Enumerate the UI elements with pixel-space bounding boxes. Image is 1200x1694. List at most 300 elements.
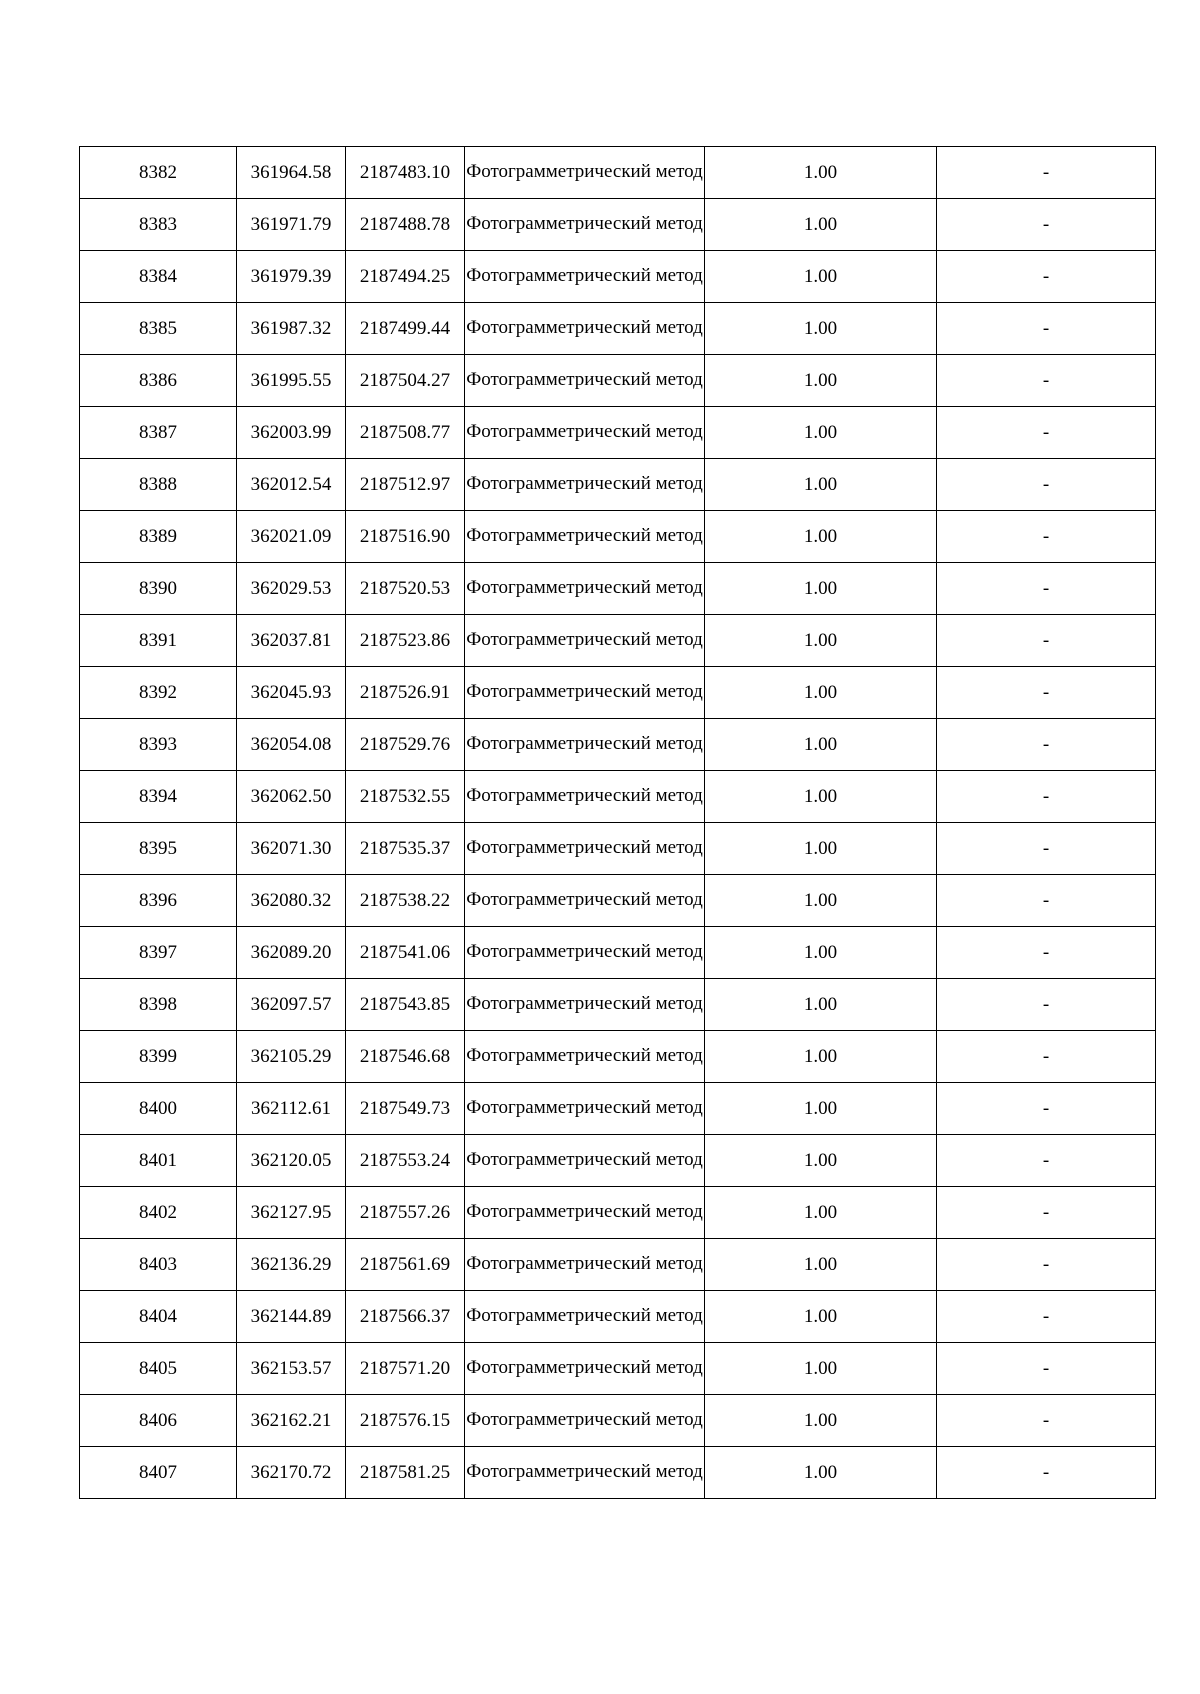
x-coordinate-cell	[237, 1343, 346, 1395]
method-cell	[465, 823, 705, 875]
x-coordinate: 362062.50	[250, 785, 332, 807]
note-cell	[937, 355, 1156, 407]
x-coordinate: 362021.09	[250, 525, 332, 547]
table-row	[80, 511, 1156, 563]
y-coordinate-cell	[346, 875, 465, 927]
y-coordinate-cell	[346, 1135, 465, 1187]
accuracy: 1.00	[803, 577, 838, 599]
note-cell	[937, 1291, 1156, 1343]
point-number: 8384	[139, 265, 177, 287]
table-row	[80, 979, 1156, 1031]
table-row	[80, 875, 1156, 927]
method: Фотограмметрический метод	[466, 1201, 703, 1222]
x-coordinate-cell	[237, 927, 346, 979]
table-row	[80, 1135, 1156, 1187]
table-row	[80, 667, 1156, 719]
accuracy: 1.00	[803, 421, 838, 443]
x-coordinate-cell	[237, 1239, 346, 1291]
coordinates-table	[79, 146, 1156, 1499]
note: -	[1042, 369, 1050, 391]
y-coordinate: 2187576.15	[359, 1409, 451, 1431]
note: -	[1042, 421, 1050, 443]
note-cell	[937, 719, 1156, 771]
method: Фотограмметрический метод	[466, 889, 703, 910]
note-cell	[937, 667, 1156, 719]
method: Фотограмметрический метод	[466, 1253, 703, 1274]
method: Фотограмметрический метод	[466, 1357, 703, 1378]
x-coordinate: 361987.32	[250, 317, 332, 339]
y-coordinate: 2187566.37	[359, 1305, 451, 1327]
method-cell	[465, 251, 705, 303]
x-coordinate: 362144.89	[250, 1305, 332, 1327]
method-cell	[465, 303, 705, 355]
method-cell	[465, 927, 705, 979]
note: -	[1042, 473, 1050, 495]
accuracy: 1.00	[803, 1045, 838, 1067]
accuracy-cell	[705, 251, 937, 303]
note: -	[1042, 161, 1050, 183]
note-cell	[937, 1343, 1156, 1395]
y-coordinate: 2187523.86	[359, 629, 451, 651]
accuracy: 1.00	[803, 1097, 838, 1119]
point-number-cell	[80, 459, 237, 511]
accuracy-cell	[705, 407, 937, 459]
x-coordinate: 362080.32	[250, 889, 332, 911]
point-number: 8390	[139, 577, 177, 599]
point-number: 8399	[139, 1045, 177, 1067]
x-coordinate: 362071.30	[250, 837, 332, 859]
coordinates-table-body	[80, 147, 1156, 1499]
accuracy-cell	[705, 1291, 937, 1343]
y-coordinate-cell	[346, 355, 465, 407]
y-coordinate-cell	[346, 251, 465, 303]
note: -	[1042, 317, 1050, 339]
table-row	[80, 1291, 1156, 1343]
point-number: 8400	[139, 1097, 177, 1119]
x-coordinate: 362037.81	[250, 629, 332, 651]
note: -	[1042, 1461, 1050, 1483]
note-cell	[937, 823, 1156, 875]
point-number-cell	[80, 1239, 237, 1291]
method: Фотограмметрический метод	[466, 941, 703, 962]
accuracy-cell	[705, 1187, 937, 1239]
accuracy-cell	[705, 1447, 937, 1499]
point-number-cell	[80, 199, 237, 251]
method: Фотограмметрический метод	[466, 1409, 703, 1430]
accuracy: 1.00	[803, 993, 838, 1015]
y-coordinate: 2187526.91	[359, 681, 451, 703]
y-coordinate: 2187571.20	[359, 1357, 451, 1379]
x-coordinate-cell	[237, 1083, 346, 1135]
note: -	[1042, 993, 1050, 1015]
y-coordinate: 2187553.24	[359, 1149, 451, 1171]
point-number-cell	[80, 407, 237, 459]
method: Фотограмметрический метод	[466, 265, 703, 286]
accuracy: 1.00	[803, 1201, 838, 1223]
x-coordinate-cell	[237, 771, 346, 823]
note-cell	[937, 1239, 1156, 1291]
x-coordinate-cell	[237, 1447, 346, 1499]
x-coordinate: 361971.79	[250, 213, 332, 235]
accuracy-cell	[705, 771, 937, 823]
method: Фотограмметрический метод	[466, 473, 703, 494]
note-cell	[937, 1447, 1156, 1499]
method-cell	[465, 1395, 705, 1447]
y-coordinate-cell	[346, 667, 465, 719]
x-coordinate-cell	[237, 251, 346, 303]
note: -	[1042, 1305, 1050, 1327]
point-number-cell	[80, 303, 237, 355]
y-coordinate-cell	[346, 1343, 465, 1395]
y-coordinate-cell	[346, 1187, 465, 1239]
note: -	[1042, 213, 1050, 235]
accuracy-cell	[705, 615, 937, 667]
table-row	[80, 771, 1156, 823]
method-cell	[465, 1343, 705, 1395]
point-number-cell	[80, 1395, 237, 1447]
table-row	[80, 199, 1156, 251]
point-number-cell	[80, 355, 237, 407]
point-number: 8393	[139, 733, 177, 755]
y-coordinate-cell	[346, 927, 465, 979]
point-number-cell	[80, 1083, 237, 1135]
accuracy: 1.00	[803, 733, 838, 755]
accuracy-cell	[705, 355, 937, 407]
method-cell	[465, 563, 705, 615]
note: -	[1042, 1357, 1050, 1379]
point-number: 8392	[139, 681, 177, 703]
x-coordinate: 362153.57	[250, 1357, 332, 1379]
method-cell	[465, 459, 705, 511]
point-number: 8396	[139, 889, 177, 911]
point-number-cell	[80, 615, 237, 667]
method-cell	[465, 147, 705, 199]
y-coordinate-cell	[346, 771, 465, 823]
point-number: 8387	[139, 421, 177, 443]
point-number-cell	[80, 719, 237, 771]
x-coordinate-cell	[237, 667, 346, 719]
x-coordinate: 362112.61	[250, 1097, 332, 1119]
method-cell	[465, 667, 705, 719]
table-row	[80, 1447, 1156, 1499]
note: -	[1042, 681, 1050, 703]
x-coordinate: 362012.54	[250, 473, 332, 495]
note: -	[1042, 1253, 1050, 1275]
method: Фотограмметрический метод	[466, 421, 703, 442]
point-number: 8383	[139, 213, 177, 235]
point-number: 8382	[139, 161, 177, 183]
accuracy: 1.00	[803, 889, 838, 911]
point-number: 8385	[139, 317, 177, 339]
note-cell	[937, 1187, 1156, 1239]
note-cell	[937, 1083, 1156, 1135]
point-number-cell	[80, 979, 237, 1031]
method: Фотограмметрический метод	[466, 577, 703, 598]
x-coordinate-cell	[237, 875, 346, 927]
accuracy-cell	[705, 1083, 937, 1135]
method-cell	[465, 1031, 705, 1083]
method-cell	[465, 875, 705, 927]
x-coordinate: 362045.93	[250, 681, 332, 703]
note-cell	[937, 563, 1156, 615]
table-row	[80, 459, 1156, 511]
y-coordinate-cell	[346, 823, 465, 875]
x-coordinate: 362127.95	[250, 1201, 332, 1223]
method: Фотограмметрический метод	[466, 785, 703, 806]
accuracy-cell	[705, 563, 937, 615]
note: -	[1042, 733, 1050, 755]
point-number-cell	[80, 251, 237, 303]
note: -	[1042, 1201, 1050, 1223]
x-coordinate-cell	[237, 199, 346, 251]
table-row	[80, 823, 1156, 875]
accuracy-cell	[705, 199, 937, 251]
accuracy-cell	[705, 1135, 937, 1187]
point-number: 8403	[139, 1253, 177, 1275]
x-coordinate-cell	[237, 147, 346, 199]
point-number-cell	[80, 1291, 237, 1343]
table-row	[80, 1031, 1156, 1083]
note: -	[1042, 1045, 1050, 1067]
note-cell	[937, 1031, 1156, 1083]
accuracy-cell	[705, 927, 937, 979]
y-coordinate-cell	[346, 1083, 465, 1135]
note: -	[1042, 525, 1050, 547]
table-row	[80, 1083, 1156, 1135]
accuracy: 1.00	[803, 1357, 838, 1379]
table-row	[80, 927, 1156, 979]
method-cell	[465, 1135, 705, 1187]
point-number: 8397	[139, 941, 177, 963]
method-cell	[465, 719, 705, 771]
y-coordinate-cell	[346, 511, 465, 563]
accuracy: 1.00	[803, 681, 838, 703]
accuracy: 1.00	[803, 525, 838, 547]
y-coordinate: 2187543.85	[359, 993, 451, 1015]
x-coordinate: 362089.20	[250, 941, 332, 963]
method: Фотограмметрический метод	[466, 837, 703, 858]
note: -	[1042, 941, 1050, 963]
accuracy-cell	[705, 511, 937, 563]
method-cell	[465, 1083, 705, 1135]
note-cell	[937, 771, 1156, 823]
x-coordinate-cell	[237, 303, 346, 355]
note: -	[1042, 889, 1050, 911]
x-coordinate-cell	[237, 1187, 346, 1239]
point-number-cell	[80, 1031, 237, 1083]
x-coordinate-cell	[237, 1395, 346, 1447]
method: Фотограмметрический метод	[466, 1097, 703, 1118]
method-cell	[465, 199, 705, 251]
point-number: 8406	[139, 1409, 177, 1431]
method-cell	[465, 1447, 705, 1499]
method-cell	[465, 355, 705, 407]
point-number: 8398	[139, 993, 177, 1015]
table-row	[80, 1395, 1156, 1447]
accuracy: 1.00	[803, 265, 838, 287]
y-coordinate-cell	[346, 199, 465, 251]
x-coordinate: 362054.08	[250, 733, 332, 755]
note-cell	[937, 407, 1156, 459]
note: -	[1042, 837, 1050, 859]
y-coordinate-cell	[346, 1291, 465, 1343]
y-coordinate: 2187581.25	[359, 1461, 451, 1483]
point-number-cell	[80, 1447, 237, 1499]
accuracy-cell	[705, 1395, 937, 1447]
x-coordinate: 362120.05	[250, 1149, 332, 1171]
method: Фотограмметрический метод	[466, 1461, 703, 1482]
note: -	[1042, 1149, 1050, 1171]
y-coordinate-cell	[346, 1395, 465, 1447]
point-number-cell	[80, 823, 237, 875]
note-cell	[937, 459, 1156, 511]
table-row	[80, 1239, 1156, 1291]
accuracy-cell	[705, 459, 937, 511]
accuracy: 1.00	[803, 1253, 838, 1275]
method-cell	[465, 771, 705, 823]
method-cell	[465, 1291, 705, 1343]
point-number-cell	[80, 563, 237, 615]
x-coordinate: 362003.99	[250, 421, 332, 443]
y-coordinate-cell	[346, 147, 465, 199]
x-coordinate: 362097.57	[250, 993, 332, 1015]
accuracy-cell	[705, 1239, 937, 1291]
y-coordinate: 2187508.77	[359, 421, 451, 443]
point-number-cell	[80, 147, 237, 199]
method: Фотограмметрический метод	[466, 525, 703, 546]
y-coordinate: 2187549.73	[359, 1097, 451, 1119]
accuracy-cell	[705, 1343, 937, 1395]
point-number: 8388	[139, 473, 177, 495]
method-cell	[465, 1187, 705, 1239]
y-coordinate: 2187535.37	[359, 837, 451, 859]
method: Фотограмметрический метод	[466, 369, 703, 390]
note-cell	[937, 1135, 1156, 1187]
point-number: 8389	[139, 525, 177, 547]
y-coordinate: 2187546.68	[359, 1045, 451, 1067]
point-number-cell	[80, 1135, 237, 1187]
y-coordinate: 2187561.69	[359, 1253, 451, 1275]
method: Фотограмметрический метод	[466, 1045, 703, 1066]
table-row	[80, 147, 1156, 199]
method: Фотограмметрический метод	[466, 1149, 703, 1170]
point-number-cell	[80, 1343, 237, 1395]
accuracy-cell	[705, 1031, 937, 1083]
table-row	[80, 563, 1156, 615]
point-number-cell	[80, 667, 237, 719]
accuracy: 1.00	[803, 161, 838, 183]
y-coordinate-cell	[346, 1447, 465, 1499]
y-coordinate: 2187532.55	[359, 785, 451, 807]
note: -	[1042, 1409, 1050, 1431]
method: Фотограмметрический метод	[466, 681, 703, 702]
y-coordinate-cell	[346, 459, 465, 511]
accuracy-cell	[705, 823, 937, 875]
point-number-cell	[80, 511, 237, 563]
note-cell	[937, 1395, 1156, 1447]
method: Фотограмметрический метод	[466, 213, 703, 234]
y-coordinate: 2187499.44	[359, 317, 451, 339]
accuracy-cell	[705, 667, 937, 719]
method: Фотограмметрический метод	[466, 733, 703, 754]
accuracy: 1.00	[803, 785, 838, 807]
note-cell	[937, 251, 1156, 303]
table-row	[80, 251, 1156, 303]
note-cell	[937, 979, 1156, 1031]
x-coordinate: 362162.21	[250, 1409, 332, 1431]
x-coordinate: 362170.72	[250, 1461, 332, 1483]
point-number: 8402	[139, 1201, 177, 1223]
method-cell	[465, 407, 705, 459]
table-row	[80, 1187, 1156, 1239]
accuracy: 1.00	[803, 941, 838, 963]
method: Фотограмметрический метод	[466, 629, 703, 650]
method: Фотограмметрический метод	[466, 161, 703, 182]
y-coordinate: 2187541.06	[359, 941, 451, 963]
note-cell	[937, 511, 1156, 563]
x-coordinate-cell	[237, 1291, 346, 1343]
method: Фотограмметрический метод	[466, 993, 703, 1014]
x-coordinate-cell	[237, 407, 346, 459]
x-coordinate-cell	[237, 355, 346, 407]
note: -	[1042, 265, 1050, 287]
point-number: 8394	[139, 785, 177, 807]
y-coordinate: 2187483.10	[359, 161, 451, 183]
note: -	[1042, 1097, 1050, 1119]
y-coordinate-cell	[346, 563, 465, 615]
note: -	[1042, 577, 1050, 599]
y-coordinate: 2187538.22	[359, 889, 451, 911]
table-row	[80, 615, 1156, 667]
point-number-cell	[80, 875, 237, 927]
x-coordinate: 361979.39	[250, 265, 332, 287]
method-cell	[465, 979, 705, 1031]
accuracy-cell	[705, 303, 937, 355]
point-number-cell	[80, 771, 237, 823]
point-number: 8395	[139, 837, 177, 859]
y-coordinate: 2187494.25	[359, 265, 451, 287]
y-coordinate-cell	[346, 1031, 465, 1083]
x-coordinate: 362029.53	[250, 577, 332, 599]
y-coordinate: 2187504.27	[359, 369, 451, 391]
y-coordinate: 2187520.53	[359, 577, 451, 599]
method: Фотограмметрический метод	[466, 1305, 703, 1326]
accuracy: 1.00	[803, 1409, 838, 1431]
x-coordinate-cell	[237, 719, 346, 771]
note-cell	[937, 615, 1156, 667]
y-coordinate-cell	[346, 1239, 465, 1291]
y-coordinate-cell	[346, 303, 465, 355]
x-coordinate: 361995.55	[250, 369, 332, 391]
x-coordinate-cell	[237, 615, 346, 667]
x-coordinate-cell	[237, 511, 346, 563]
x-coordinate: 362105.29	[250, 1045, 332, 1067]
method-cell	[465, 511, 705, 563]
note-cell	[937, 875, 1156, 927]
y-coordinate-cell	[346, 719, 465, 771]
note: -	[1042, 629, 1050, 651]
accuracy: 1.00	[803, 837, 838, 859]
point-number: 8401	[139, 1149, 177, 1171]
point-number: 8405	[139, 1357, 177, 1379]
table-row	[80, 303, 1156, 355]
accuracy: 1.00	[803, 213, 838, 235]
y-coordinate-cell	[346, 979, 465, 1031]
point-number: 8407	[139, 1461, 177, 1483]
accuracy-cell	[705, 875, 937, 927]
note-cell	[937, 199, 1156, 251]
point-number: 8404	[139, 1305, 177, 1327]
